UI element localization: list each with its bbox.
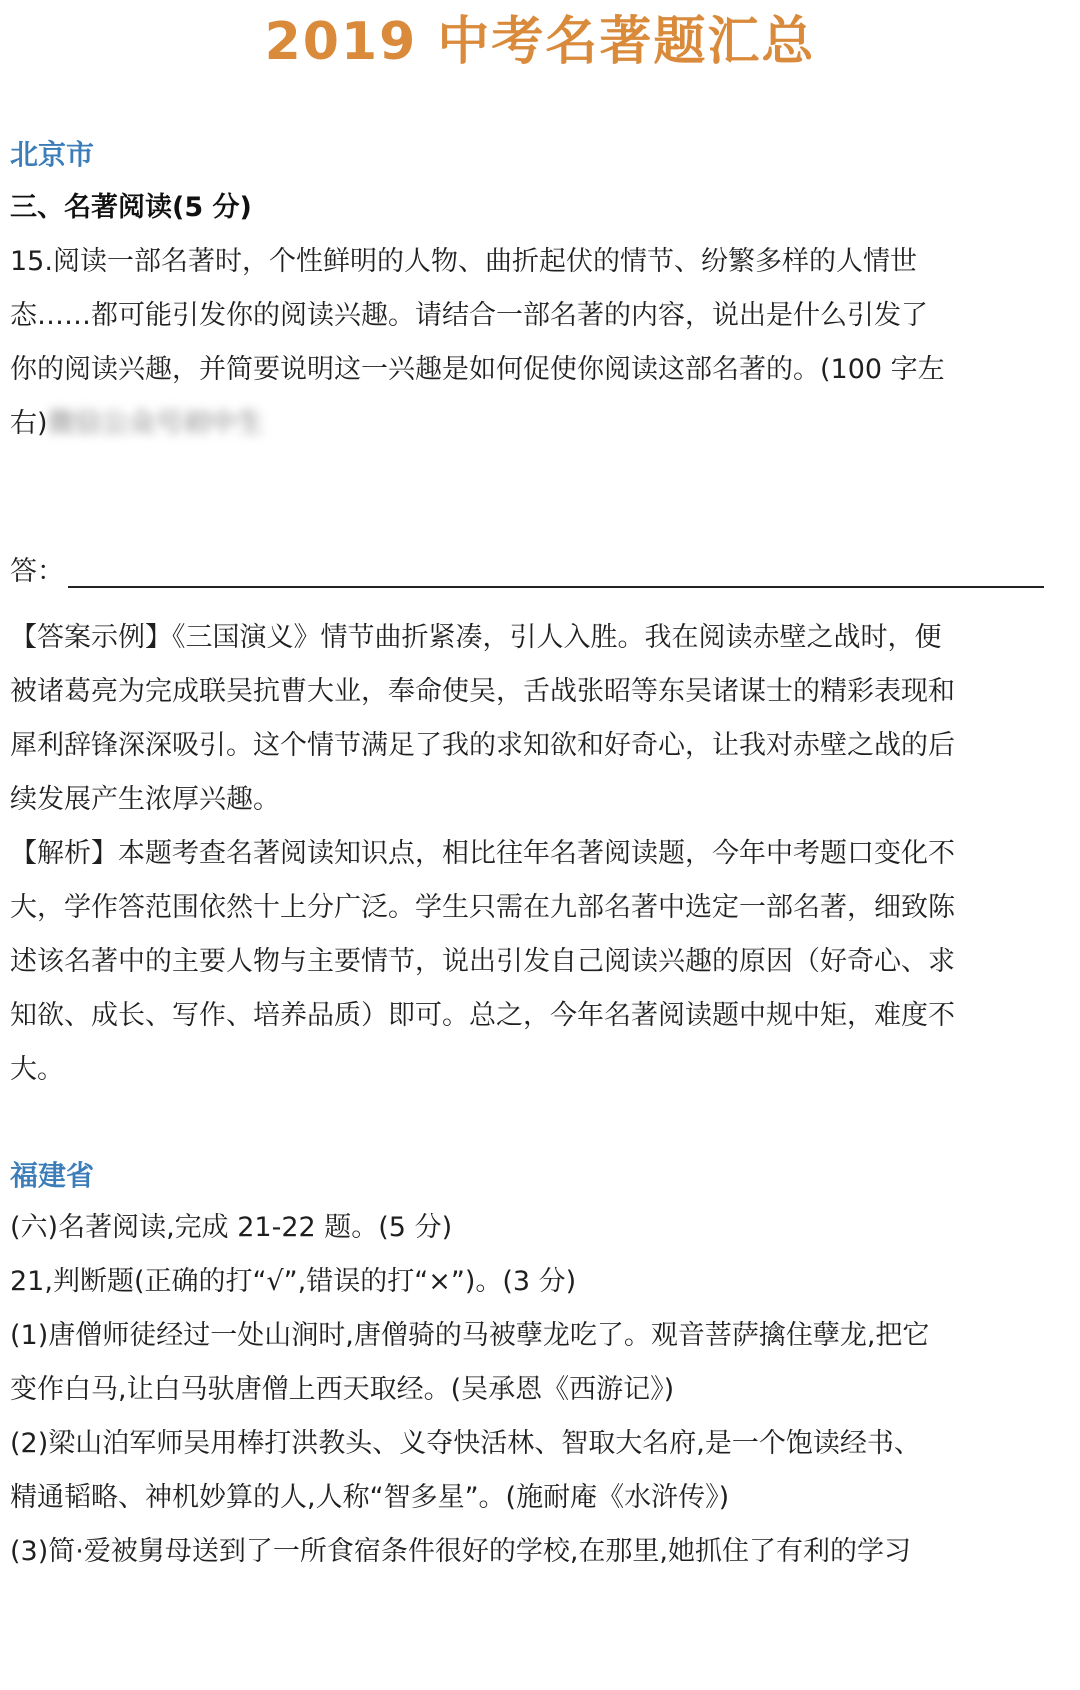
region-heading-fujian: 福建省 (10, 1159, 95, 1192)
section-heading-beijing: 三、名著阅读(5 分) (10, 192, 252, 223)
fujian-line-6: (3)简·爱被舅母送到了一所食宿条件很好的学校,在那里,她抓住了有利的学习 (10, 1536, 911, 1567)
section-heading-fujian: (六)名著阅读,完成 21-22 题。(5 分) (10, 1212, 453, 1243)
fujian-line-3: 变作白马,让白马驮唐僧上西天取经。(吴承恩《西游记》) (10, 1374, 675, 1405)
fujian-line-5: 精通韬略、神机妙算的人,人称“智多星”。(施耐庵《水浒传》) (10, 1482, 730, 1513)
answer-row (10, 552, 1045, 592)
question-line-1: 15.阅读一部名著时，个性鲜明的人物、曲折起伏的情节、纷繁多样的人情世 (10, 246, 917, 277)
example-line-1: 【答案示例】《三国演义》情节曲折紧凑，引人入胜。我在阅读赤壁之战时，便 (10, 622, 942, 653)
question-line-4 (10, 404, 264, 444)
example-line-3: 犀利辞锋深深吸引。这个情节满足了我的求知欲和好奇心，让我对赤壁之战的后 (10, 730, 955, 761)
analysis-line-2: 大，学作答范围依然十上分广泛。学生只需在九部名著中选定一部名著，细致陈 (10, 892, 955, 923)
fujian-line-2: (1)唐僧师徒经过一处山涧时,唐僧骑的马被孽龙吃了。观音菩萨擒住孽龙,把它 (10, 1320, 930, 1351)
answer-label: 答： (10, 556, 64, 587)
region-heading-beijing: 北京市 (10, 138, 95, 171)
example-line-2: 被诸葛亮为完成联吴抗曹大业，奉命使吴，舌战张昭等东吴诸谋士的精彩表现和 (10, 676, 955, 707)
fujian-line-4: (2)梁山泊军师吴用棒打洪教头、义夺快活林、智取大名府,是一个饱读经书、 (10, 1428, 921, 1459)
question-line-3: 你的阅读兴趣，并简要说明这一兴趣是如何促使你阅读这部名著的。(100 字左 (10, 354, 945, 385)
question-line-2: 态……都可能引发你的阅读兴趣。请结合一部名著的内容，说出是什么引发了 (10, 300, 928, 331)
fujian-line-1: 21,判断题(正确的打“√”,错误的打“×”)。(3 分) (10, 1266, 577, 1297)
question-line-4-prefix: 右) (10, 408, 48, 439)
analysis-line-4: 知欲、成长、写作、培养品质）即可。总之，今年名著阅读题中规中矩，难度不 (10, 1000, 955, 1031)
blurred-watermark-text: 微信公众号初中生 (47, 408, 264, 439)
document-title: 2019 中考名著题汇总 (264, 12, 816, 72)
analysis-line-3: 述该名著中的主要人物与主要情节，说出引发自己阅读兴趣的原因（好奇心、求 (10, 946, 955, 977)
analysis-line-5: 大。 (10, 1054, 64, 1085)
example-line-4: 续发展产生浓厚兴趣。 (10, 784, 280, 815)
analysis-line-1: 【解析】本题考查名著阅读知识点，相比往年名著阅读题，今年中考题口变化不 (10, 838, 955, 869)
answer-blank-line (68, 586, 1044, 588)
